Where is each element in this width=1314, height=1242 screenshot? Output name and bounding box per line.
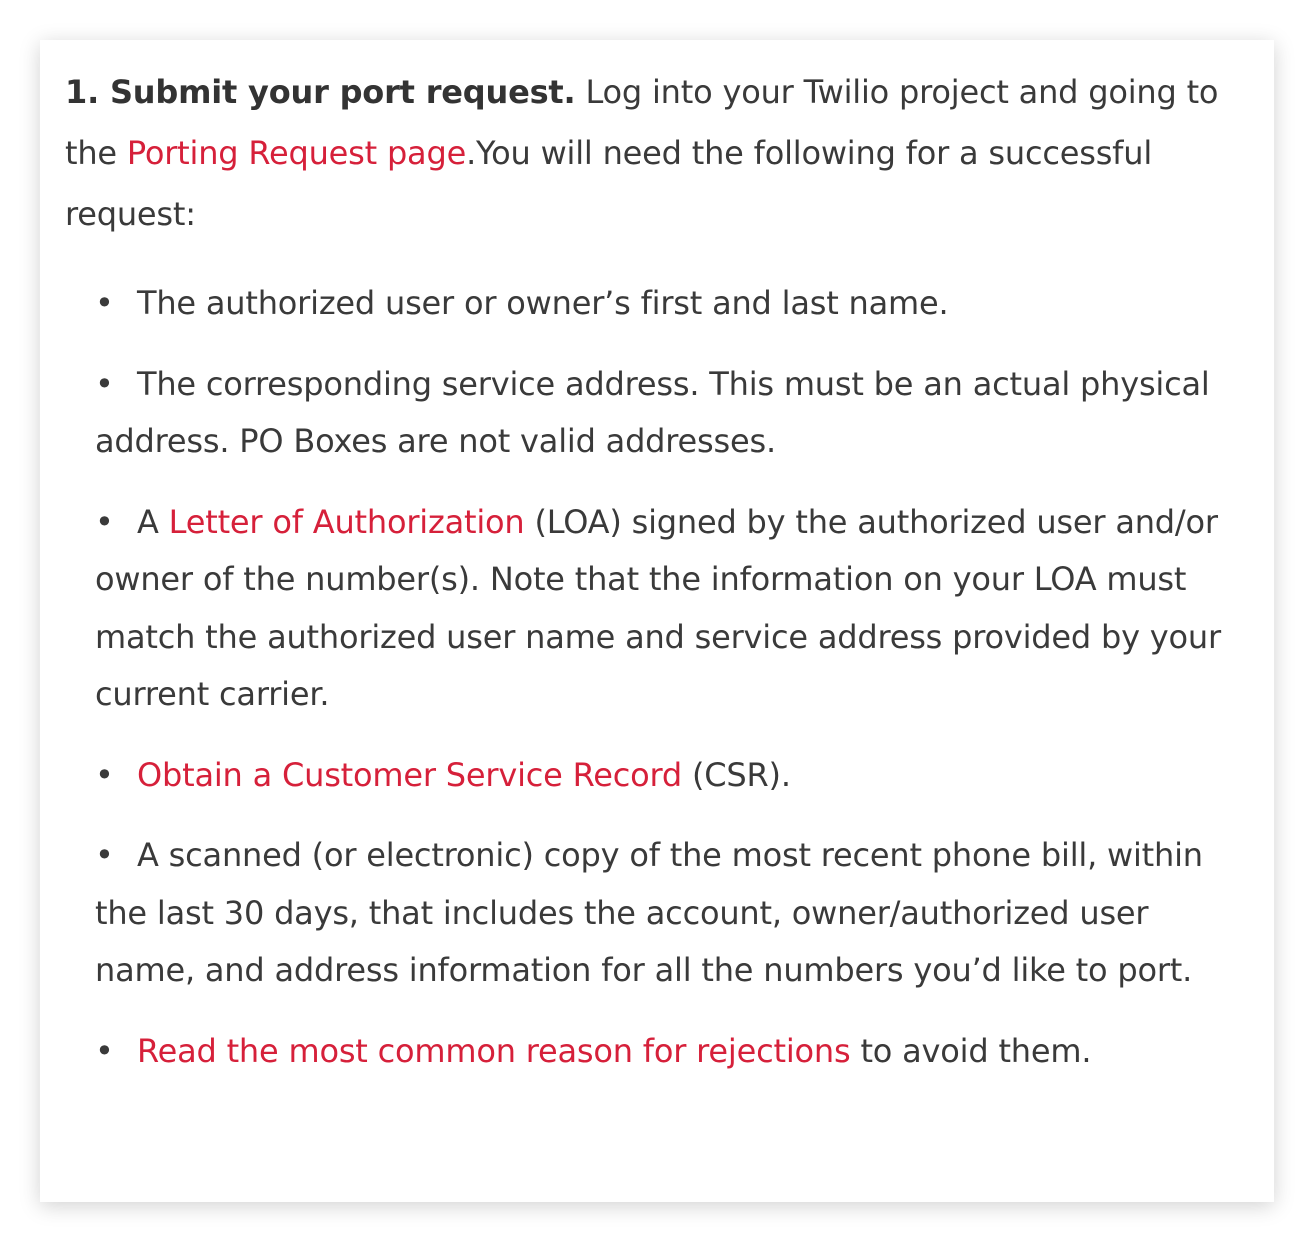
list-item-text: A scanned (or electronic) copy of the most recent phone bill, within the last 30 days, that includes the account, owner/authorized user name, and address information for all the numbers you’d like to port.: [95, 836, 1203, 989]
intro-text-continued: .You will need the following for a successful request:: [65, 134, 1153, 233]
bullet-icon: •: [95, 836, 114, 874]
requirements-list: [95, 275, 1235, 1103]
rejection-reasons-link[interactable]: Read the most common reason for rejections: [137, 1031, 851, 1070]
porting-request-link[interactable]: Porting Request page: [126, 134, 467, 172]
list-item: [95, 1023, 1235, 1081]
intro-paragraph: [65, 62, 1245, 245]
bullet-icon: •: [95, 502, 114, 541]
list-item: [95, 356, 1235, 471]
bullet-icon: •: [95, 284, 114, 322]
instructions-card: [40, 40, 1274, 1202]
list-item-text: A: [137, 502, 169, 541]
step-heading: 1. Submit your port request.: [65, 73, 576, 111]
customer-service-record-link[interactable]: Obtain a Customer Service Record: [137, 755, 682, 794]
intro-text: Log into your Twilio project and going to the: [65, 73, 1219, 172]
list-item-text-continued: to avoid them.: [850, 1031, 1092, 1070]
list-item-text-continued: (CSR).: [682, 755, 791, 794]
bullet-icon: •: [95, 364, 114, 403]
list-item: [95, 747, 1235, 805]
list-item: [95, 494, 1235, 724]
bullet-icon: •: [95, 1031, 114, 1070]
list-item: [95, 275, 1235, 333]
list-item-text-continued: (LOA) signed by the authorized user and/or owner of the number(s). Note that the information on your LOA must match the authorized user name and service address provided by your current carrier.: [95, 502, 1221, 713]
letter-of-authorization-link[interactable]: Letter of Authorization: [168, 502, 525, 541]
bullet-icon: •: [95, 755, 114, 794]
list-item-text: The corresponding service address. This must be an actual physical address. PO Boxes are not valid addresses.: [95, 364, 1210, 460]
list-item: [95, 827, 1235, 1000]
list-item-text: The authorized user or owner’s first and last name.: [137, 284, 949, 322]
